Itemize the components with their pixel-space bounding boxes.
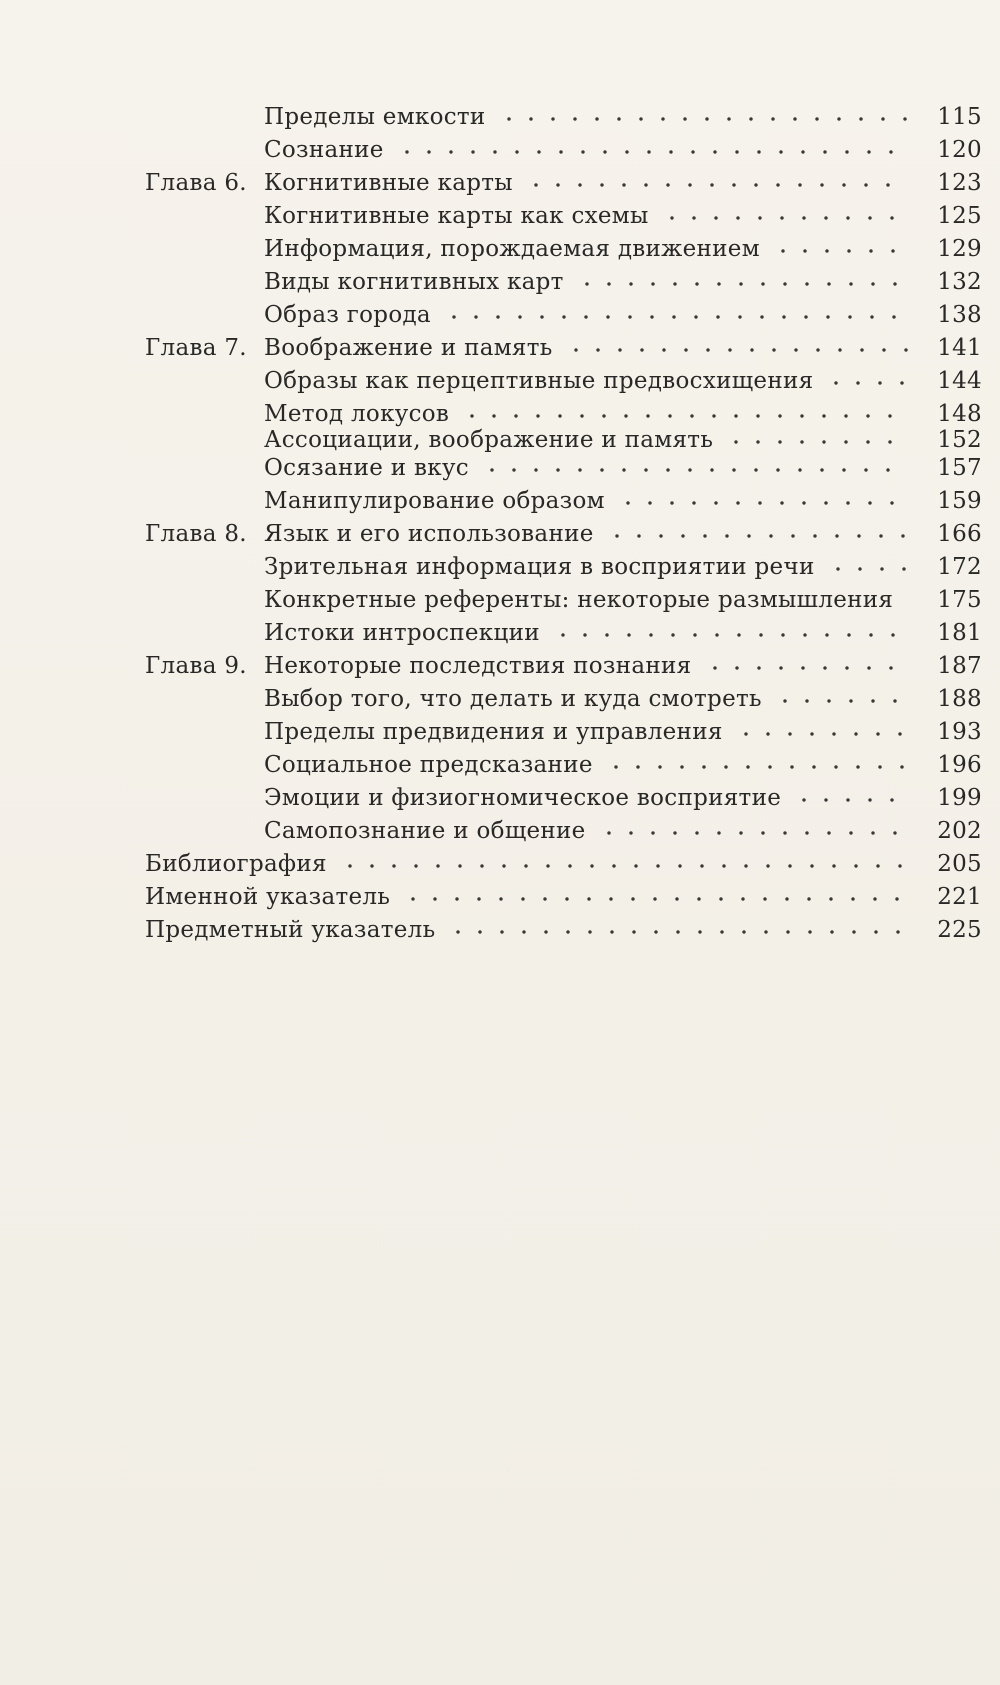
dot-leader bbox=[617, 501, 908, 505]
chapter-label: Глава 6. bbox=[145, 170, 247, 196]
dot-leader bbox=[735, 732, 908, 736]
page-number: 202 bbox=[937, 818, 982, 844]
page-number: 199 bbox=[937, 785, 982, 811]
toc-entry bbox=[0, 233, 1000, 265]
entry-title: Именной указатель bbox=[145, 884, 391, 910]
chapter-label: Глава 7. bbox=[145, 335, 247, 361]
entry-title: Воображение и память bbox=[264, 335, 553, 361]
page-number: 196 bbox=[937, 752, 982, 778]
toc-entry bbox=[0, 518, 1000, 550]
entry-title: Сознание bbox=[264, 137, 384, 163]
toc-entry bbox=[0, 365, 1000, 397]
page-number: 125 bbox=[937, 203, 982, 229]
toc-entry bbox=[0, 485, 1000, 517]
toc-entry bbox=[0, 749, 1000, 781]
entry-title: Когнитивные карты bbox=[264, 170, 513, 196]
page-number: 148 bbox=[937, 401, 982, 427]
page-number: 129 bbox=[937, 236, 982, 262]
entry-title: Эмоции и физиогномическое восприятие bbox=[264, 785, 782, 811]
page-number: 138 bbox=[937, 302, 982, 328]
dot-leader bbox=[605, 765, 908, 769]
toc-entry bbox=[0, 683, 1000, 715]
entry-title: Конкретные референты: некоторые размышления bbox=[264, 587, 894, 613]
page-number: 225 bbox=[937, 917, 982, 943]
dot-leader bbox=[827, 567, 908, 571]
toc-entry bbox=[0, 584, 1000, 616]
entry-title: Осязание и вкус bbox=[264, 455, 469, 481]
dot-leader bbox=[461, 414, 908, 418]
entry-title: Зрительная информация в восприятии речи bbox=[264, 554, 815, 580]
chapter-label: Глава 9. bbox=[145, 653, 247, 679]
page-number: 187 bbox=[937, 653, 982, 679]
entry-title: Некоторые последствия познания bbox=[264, 653, 692, 679]
entry-title: Манипулирование образом bbox=[264, 488, 605, 514]
entry-title: Самопознание и общение bbox=[264, 818, 586, 844]
dot-leader bbox=[772, 249, 908, 253]
page-number: 157 bbox=[937, 455, 982, 481]
toc-entry bbox=[0, 452, 1000, 484]
toc-entry bbox=[0, 551, 1000, 583]
toc-entry bbox=[0, 332, 1000, 364]
toc-entry bbox=[0, 815, 1000, 847]
dot-leader bbox=[447, 930, 908, 934]
page-number: 193 bbox=[937, 719, 982, 745]
entry-title: Выбор того, что делать и куда смотреть bbox=[264, 686, 762, 712]
dot-leader bbox=[704, 666, 908, 670]
dot-leader bbox=[661, 216, 908, 220]
dot-leader bbox=[443, 315, 908, 319]
toc-entry bbox=[0, 914, 1000, 946]
dot-leader bbox=[598, 831, 908, 835]
page-number: 205 bbox=[937, 851, 982, 877]
entry-title: Информация, порождаемая движением bbox=[264, 236, 760, 262]
toc-entry bbox=[0, 134, 1000, 166]
dot-leader bbox=[396, 150, 908, 154]
toc-entry bbox=[0, 167, 1000, 199]
toc-entry bbox=[0, 200, 1000, 232]
entry-title: Предметный указатель bbox=[145, 917, 436, 943]
toc-entry bbox=[0, 881, 1000, 913]
toc-entry bbox=[0, 101, 1000, 133]
toc-entry bbox=[0, 266, 1000, 298]
entry-title: Когнитивные карты как схемы bbox=[264, 203, 649, 229]
chapter-label: Глава 8. bbox=[145, 521, 247, 547]
page-number: 166 bbox=[937, 521, 982, 547]
dot-leader bbox=[774, 699, 908, 703]
dot-leader bbox=[793, 798, 908, 802]
toc-entry bbox=[0, 716, 1000, 748]
page-number: 188 bbox=[937, 686, 982, 712]
entry-title: Библиография bbox=[145, 851, 327, 877]
toc-entry bbox=[0, 848, 1000, 880]
page-number: 181 bbox=[937, 620, 982, 646]
entry-title: Язык и его использование bbox=[264, 521, 594, 547]
entry-title: Образ города bbox=[264, 302, 431, 328]
entry-title: Социальное предсказание bbox=[264, 752, 593, 778]
dot-leader bbox=[498, 117, 908, 121]
dot-leader bbox=[402, 897, 908, 901]
page-number: 172 bbox=[937, 554, 982, 580]
entry-title: Ассоциации, воображение и память bbox=[264, 427, 714, 453]
page-number: 175 bbox=[937, 587, 982, 613]
page-number: 115 bbox=[937, 104, 982, 130]
page-number: 120 bbox=[937, 137, 982, 163]
page-number: 141 bbox=[937, 335, 982, 361]
dot-leader bbox=[565, 348, 908, 352]
dot-leader bbox=[481, 468, 908, 472]
dot-leader bbox=[552, 633, 908, 637]
toc-entry bbox=[0, 617, 1000, 649]
dot-leader bbox=[339, 864, 908, 868]
page-number: 159 bbox=[937, 488, 982, 514]
dot-leader bbox=[606, 534, 908, 538]
toc-entry bbox=[0, 782, 1000, 814]
dot-leader bbox=[576, 282, 908, 286]
page-number: 132 bbox=[937, 269, 982, 295]
entry-title: Метод локусов bbox=[264, 401, 450, 427]
page-number: 123 bbox=[937, 170, 982, 196]
toc-entry bbox=[0, 299, 1000, 331]
dot-leader bbox=[725, 440, 908, 444]
entry-title: Пределы предвидения и управления bbox=[264, 719, 723, 745]
page-number: 144 bbox=[937, 368, 982, 394]
dot-leader bbox=[525, 183, 908, 187]
dot-leader bbox=[825, 381, 908, 385]
toc-entry bbox=[0, 650, 1000, 682]
dot-leader bbox=[905, 600, 908, 604]
entry-title: Образы как перцептивные предвосхищения bbox=[264, 368, 814, 394]
page-number: 152 bbox=[937, 427, 982, 453]
entry-title: Пределы емкости bbox=[264, 104, 486, 130]
entry-title: Виды когнитивных карт bbox=[264, 269, 564, 295]
entry-title: Истоки интроспекции bbox=[264, 620, 540, 646]
page-number: 221 bbox=[937, 884, 982, 910]
